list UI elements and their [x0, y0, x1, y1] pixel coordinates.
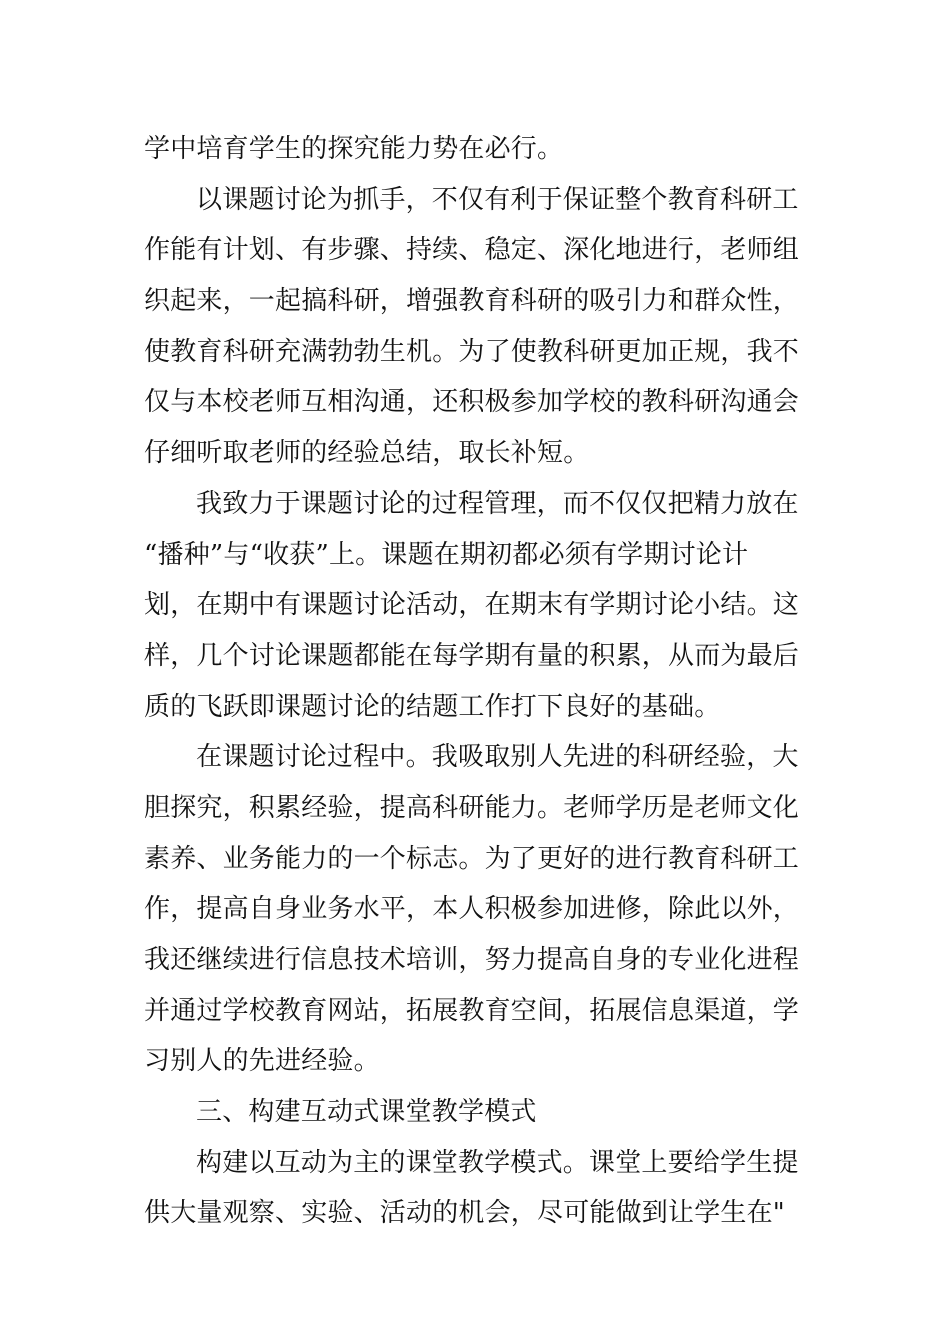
text-line: 划，在期中有课题讨论活动，在期末有学期讨论小结。这	[144, 590, 800, 621]
text-line: 并通过学校教育网站，拓展教育空间，拓展信息渠道，学	[144, 995, 800, 1026]
text-line: 学中培育学生的探究能力势在必行。	[144, 134, 564, 164]
text-line: 供大量观察、实验、活动的机会，尽可能做到让学生在"	[144, 1198, 785, 1229]
text-line: 织起来，一起搞科研，增强教育科研的吸引力和群众性，	[144, 286, 800, 317]
paragraph-first-line: 以课题讨论为抓手，不仅有利于保证整个教育科研工	[196, 184, 799, 215]
body-text	[144, 124, 806, 1239]
text-line: 仅与本校老师互相沟通，还积极参加学校的教科研沟通会	[144, 387, 800, 418]
text-line: 样，几个讨论课题都能在每学期有量的积累，从而为最后	[144, 640, 800, 671]
text-line: 素养、业务能力的一个标志。为了更好的进行教育科研工	[144, 843, 800, 874]
text-line: 胆探究，积累经验，提高科研能力。老师学历是老师文化	[144, 792, 800, 823]
text-line: 质的飞跃即课题讨论的结题工作打下良好的基础。	[144, 691, 721, 722]
text-line: 使教育科研充满勃勃生机。为了使教科研更加正规，我不	[144, 336, 800, 367]
text-line: 我还继续进行信息技术培训，努力提高自身的专业化进程	[144, 945, 800, 975]
text-line: 仔细听取老师的经验总结，取长补短。	[144, 438, 590, 469]
text-line: 作，提高自身业务水平，本人积极参加进修，除此以外，	[144, 894, 800, 925]
text-line: “播种”与“收获”上。课题在期初都必须有学期讨论计	[144, 539, 749, 570]
text-line: 作能有计划、有步骤、持续、稳定、深化地进行，老师组	[144, 235, 800, 266]
text-line: 习别人的先进经验。	[144, 1046, 380, 1077]
paragraph-first-line: 我致力于课题讨论的过程管理，而不仅仅把精力放在	[196, 488, 799, 519]
section-heading: 三、构建互动式课堂教学模式	[196, 1097, 537, 1128]
paragraph-first-line: 构建以互动为主的课堂教学模式。课堂上要给学生提	[196, 1147, 799, 1178]
paragraph-first-line: 在课题讨论过程中。我吸取别人先进的科研经验，大	[196, 742, 799, 773]
